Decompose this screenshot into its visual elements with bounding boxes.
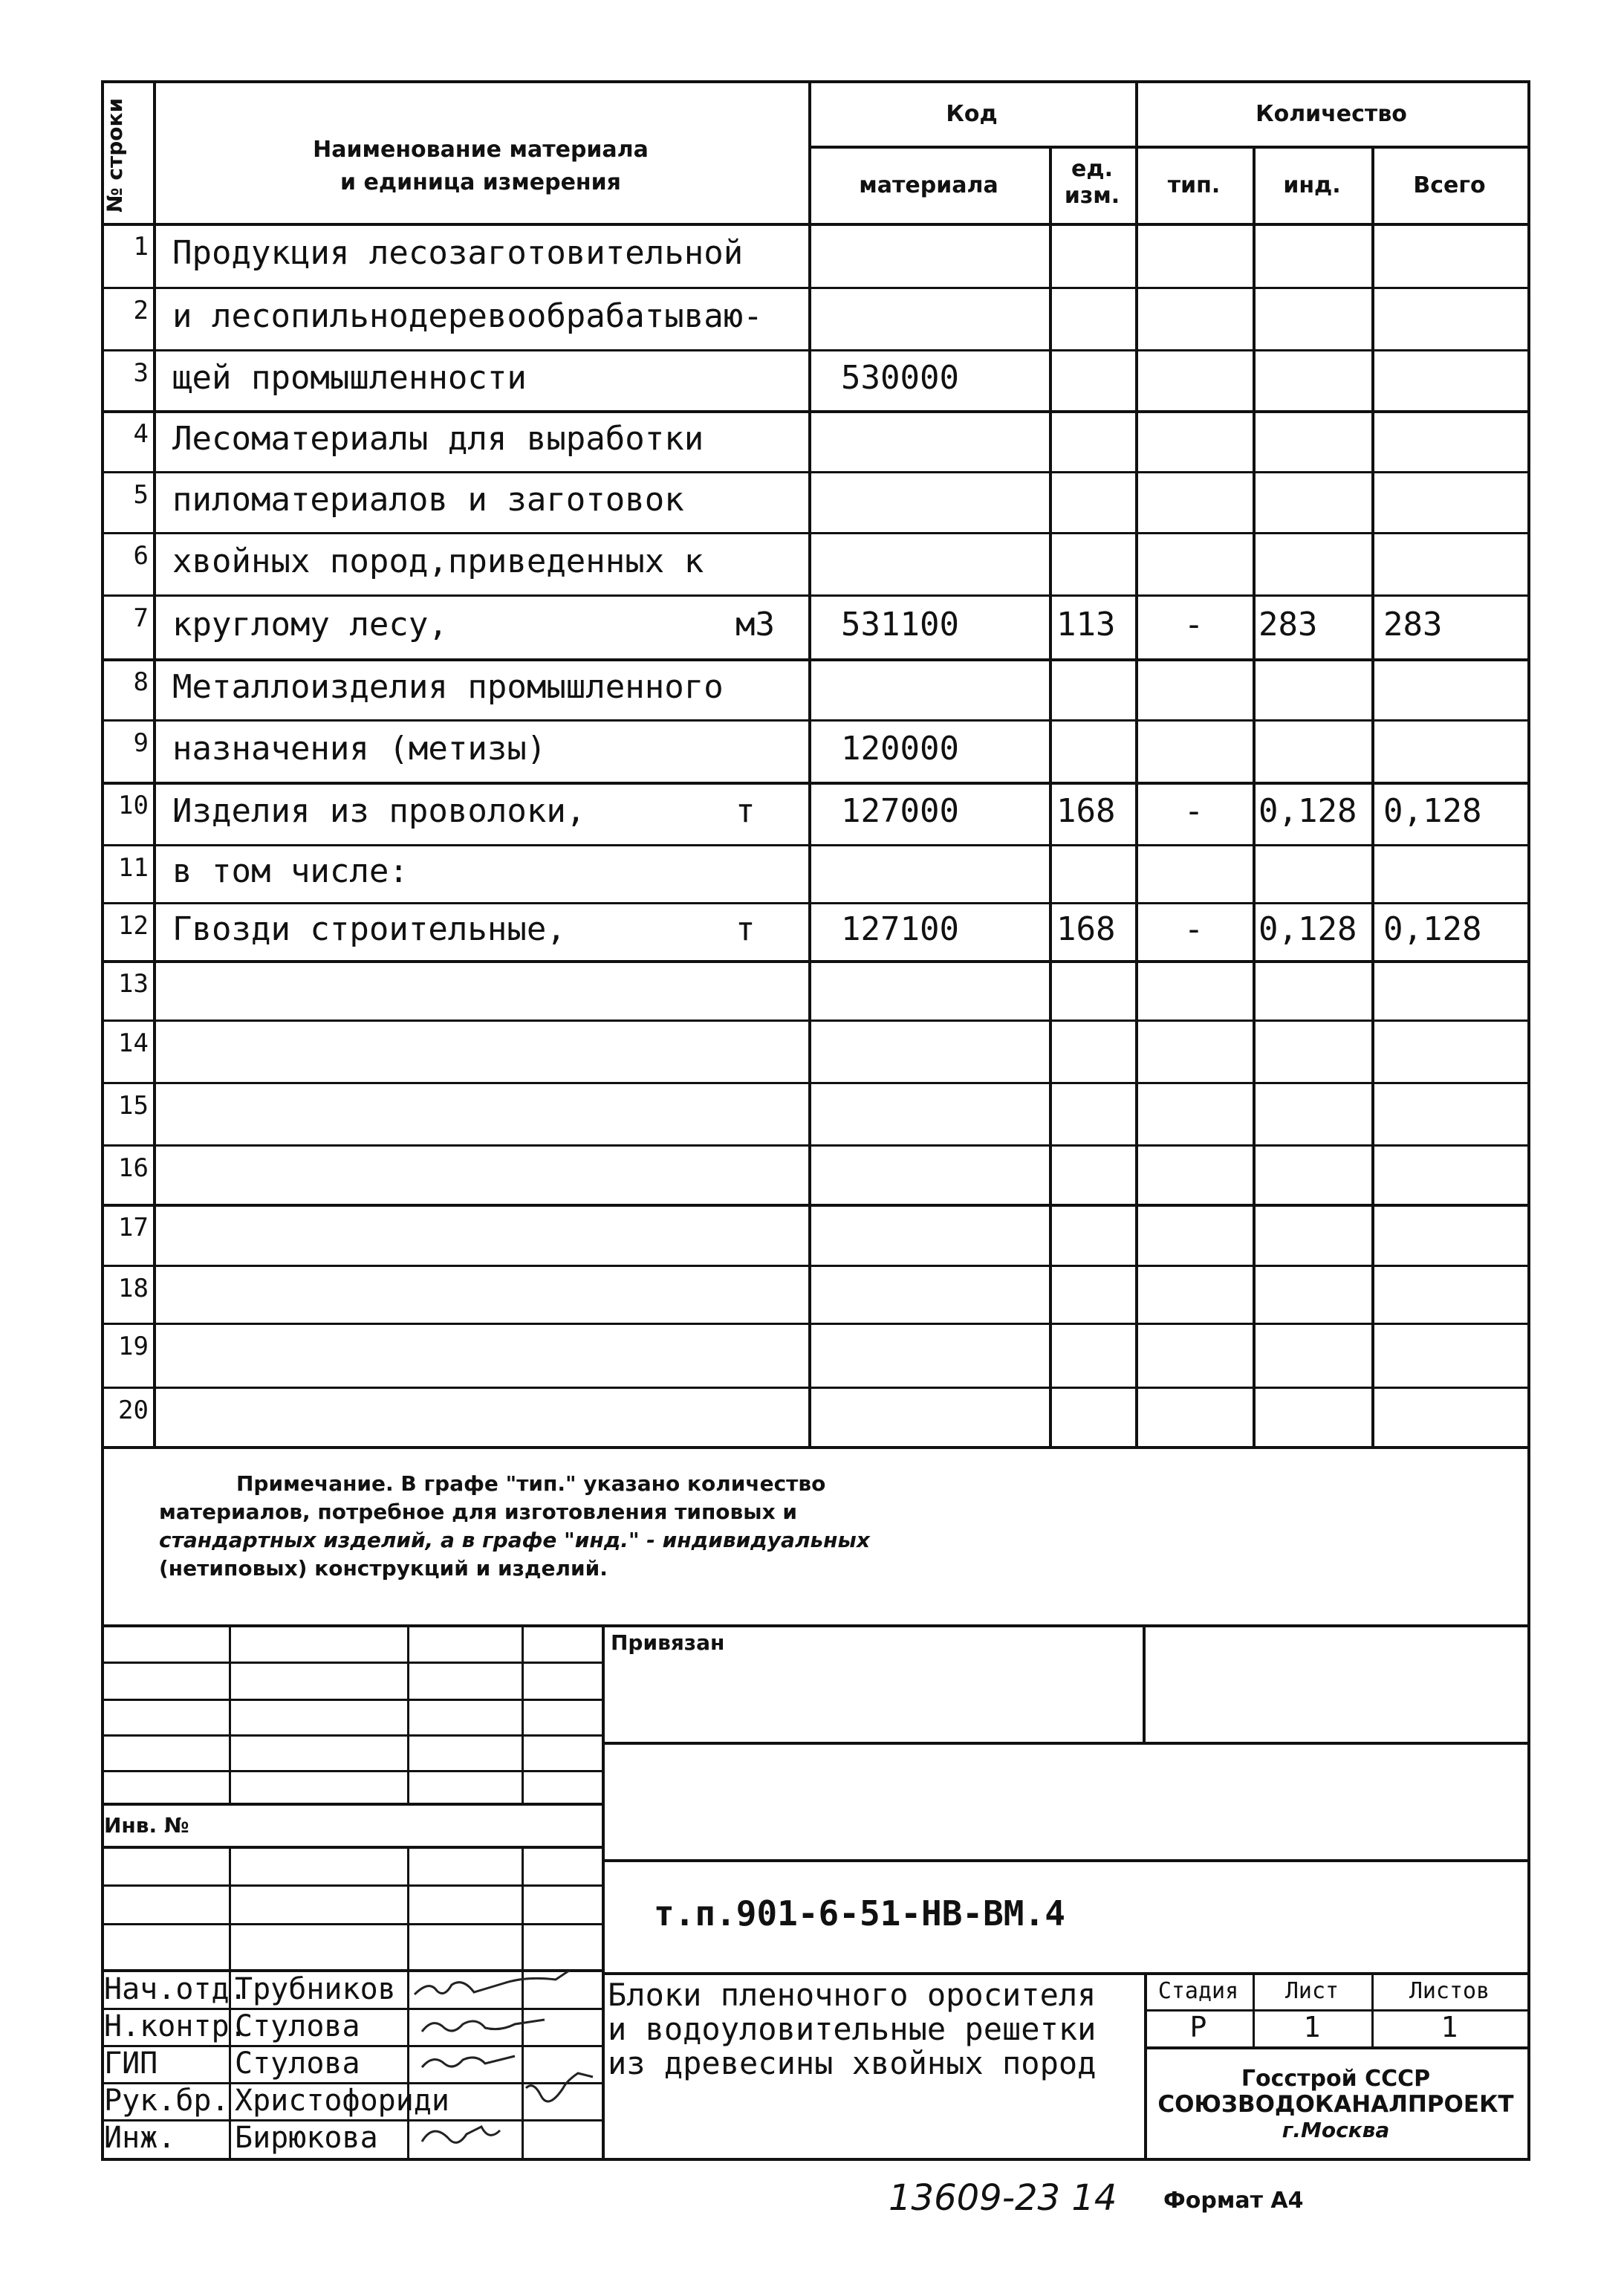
- signature-marks: [407, 1971, 600, 2158]
- material-name: хвойных пород,приведенных к: [172, 542, 704, 580]
- row-number: 15: [118, 1091, 149, 1121]
- signer-name: Трубников: [235, 1972, 396, 2006]
- row-number: 20: [118, 1396, 149, 1425]
- sheet-value: 1: [1303, 2011, 1321, 2043]
- ind-quantity: 0,128: [1258, 910, 1357, 948]
- unit-code: 168: [1056, 910, 1116, 948]
- signer-role: Нач.отд.: [104, 1972, 247, 2006]
- row-number: 16: [118, 1153, 149, 1183]
- organization-line: Госстрой СССР: [1241, 2066, 1431, 2092]
- inventory-number-label: Инв. №: [104, 1813, 189, 1838]
- material-code: 127100: [841, 910, 959, 948]
- material-name: назначения (метизы): [172, 730, 547, 768]
- signer-name: Христофориди: [235, 2084, 449, 2118]
- material-name: Металлоизделия промышленного: [172, 668, 724, 706]
- unit-name: т: [735, 792, 756, 830]
- row-number-header: № строки: [103, 97, 127, 213]
- row-number: 11: [118, 853, 149, 883]
- handwritten-archive-number: 13609-23 14: [889, 2177, 1117, 2219]
- typ-quantity: -: [1183, 606, 1204, 644]
- organization-name: СОЮЗВОДОКАНАЛПРОЕКТ: [1157, 2091, 1514, 2118]
- total-quantity: 0,128: [1383, 910, 1482, 948]
- signer-role: ГИП: [104, 2046, 158, 2081]
- row-number: 6: [133, 541, 149, 571]
- quantity-header: Количество: [1256, 101, 1407, 127]
- ind-quantity: 0,128: [1258, 792, 1357, 830]
- signer-role: Инж.: [104, 2121, 176, 2155]
- row-number: 14: [118, 1028, 149, 1058]
- material-name: в том числе:: [172, 852, 409, 890]
- stage-value: Р: [1189, 2011, 1207, 2043]
- unit-header: ед. изм.: [1064, 156, 1120, 209]
- row-number: 4: [133, 419, 149, 449]
- row-number: 2: [133, 296, 149, 325]
- ind-header: инд.: [1283, 172, 1341, 198]
- document-code: т.п.901-6-51-НВ-ВМ.4: [654, 1893, 1065, 1933]
- sheets-value: 1: [1441, 2011, 1458, 2043]
- total-header: Всего: [1413, 172, 1486, 198]
- attached-label: Привязан: [611, 1630, 725, 1655]
- material-name-header: Наименование материала и единица измерения: [313, 137, 649, 195]
- material-code: 530000: [841, 359, 959, 397]
- material-code-header: материала: [859, 172, 998, 198]
- unit-name: т: [735, 910, 756, 948]
- unit-code: 168: [1056, 792, 1116, 830]
- total-quantity: 0,128: [1383, 792, 1482, 830]
- row-number: 1: [133, 232, 149, 262]
- row-number: 12: [118, 911, 149, 941]
- signer-role: Рук.бр.: [104, 2084, 230, 2118]
- material-name: щей промышленности: [172, 359, 527, 397]
- sheet-label: Лист: [1284, 1978, 1339, 2004]
- code-header: Код: [946, 101, 998, 127]
- row-number: 5: [133, 480, 149, 510]
- document-title-line: из древесины хвойных пород: [608, 2045, 1097, 2081]
- material-name: Продукция лесозаготовительной: [172, 234, 744, 272]
- note-line: материалов, потребное для изготовления типовых и: [159, 1500, 797, 1524]
- signer-name: Бирюкова: [235, 2121, 378, 2155]
- organization-city: г.Москва: [1282, 2118, 1390, 2142]
- signer-name: Стулова: [235, 2046, 360, 2081]
- typ-header: тип.: [1167, 172, 1221, 198]
- row-number: 19: [118, 1332, 149, 1361]
- typ-quantity: -: [1183, 910, 1204, 948]
- row-number: 10: [118, 791, 149, 820]
- note-line: стандартных изделий, а в графе "инд." - индивидуальных: [159, 1528, 870, 1552]
- row-number: 8: [133, 667, 149, 697]
- signer-name: Стулова: [235, 2009, 360, 2043]
- row-number: 9: [133, 728, 149, 758]
- row-number: 13: [118, 969, 149, 999]
- row-number: 18: [118, 1274, 149, 1303]
- ind-quantity: 283: [1258, 606, 1318, 644]
- total-quantity: 283: [1383, 606, 1443, 644]
- format-label: Формат А4: [1163, 2188, 1304, 2214]
- typ-quantity: -: [1183, 792, 1204, 830]
- material-name: и лесопильнодеревообрабатываю-: [172, 297, 763, 335]
- signer-role: Н.контр.: [104, 2009, 247, 2043]
- stage-label: Стадия: [1157, 1978, 1239, 2004]
- note-line: (нетиповых) конструкций и изделий.: [159, 1556, 608, 1581]
- material-name: Лесоматериалы для выработки: [172, 420, 704, 458]
- unit-name: м3: [735, 606, 775, 644]
- row-number: 3: [133, 358, 149, 388]
- material-code: 120000: [841, 730, 959, 768]
- material-name: круглому лесу,: [172, 606, 448, 644]
- material-name: пиломатериалов и заготовок: [172, 481, 684, 519]
- material-name: Гвозди строительные,: [172, 910, 566, 948]
- note-line: Примечание. В графе "тип." указано количество: [236, 1471, 826, 1496]
- document-title-line: Блоки пленочного оросителя: [608, 1977, 1097, 2013]
- unit-code: 113: [1056, 606, 1116, 644]
- document-title-line: и водоуловительные решетки: [608, 2011, 1097, 2047]
- sheets-label: Листов: [1409, 1978, 1490, 2004]
- material-name: Изделия из проволоки,: [172, 792, 586, 830]
- material-code: 531100: [841, 606, 959, 644]
- row-number: 7: [133, 603, 149, 633]
- material-code: 127000: [841, 792, 959, 830]
- row-number: 17: [118, 1213, 149, 1242]
